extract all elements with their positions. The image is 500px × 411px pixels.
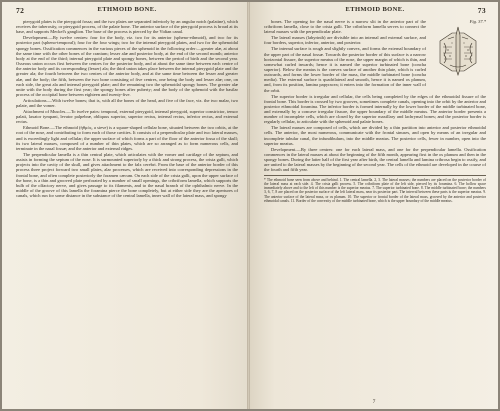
paragraph: Attachment of Muscles.—To twelve pairs: temporal, external pterygoid, internal pterygoid, superior constrictor, tensor palati, laxator tympani, levator palpebræ, obliquus superior, superior rectus, internal rectus, inferior rectus, and external rectus. [16, 109, 238, 125]
left-page [2, 2, 250, 409]
paragraph: Articulations.—With twelve bones; that is, with all the bones of the head, and five of the face, viz. the two malar, two palate, and the vomer. [16, 97, 238, 109]
right-page [250, 2, 498, 409]
footnote: * The ethmoid bone seen from above and behind. 1. The central lamella. 2, 3. The lateral masses; the numbers are placed on the posterior border of the lateral mass at each side. 4. The crista galli process. 5. The cribriform plate of the left side, pierced by its foramina. 6. The hollow space immediately above and to the left of this number is the superior meatus. 7. The superior turbinated bone. 8. The middle turbinated bone; the numbers 3, 6, 7, 8 are placed on the posterior surface of the left lateral mass, near its posterior part. The interval between these parts is the superior meatus. 9. The anterior surface of the lateral mass, or os planum. 10. The superior or frontal border of the lateral mass, grooved by the anterior and posterior ethmoidal canals. 11. Border of the convexity of the middle turbinated bone, which is the upper boundary of the middle meatus. [264, 175, 486, 204]
paragraph: bones. The opening for the nasal nerve is a narrow slit in the anterior part of the cribriform lamella, close to the crista galli. The cribriform lamella serves to connect the lateral masses with the perpendicular plate. [264, 19, 426, 35]
paragraph: The lateral masses are composed of cells, which are divided by a thin partition into anterior and posterior ethmoidal cells. The anterior, the most numerous, communicate with the frontal sinuses, and open by means of an irregular and incomplete tubular canal, the infundibulum, into the middle meatus. The posterior cells, fewer in number, open into the superior meatus. [264, 125, 486, 146]
figure-label: Fig. 37.* [469, 19, 486, 24]
paragraph: Development.—By twelve centres: four for the body, viz. two for its anterior (spheno-ethmoid), and two for its posterior part (spheno-temporal); four for the four wings; two for the internal pterygoid plates, and two for the sphenoidal spongy bones. Ossification commences in the various pieces of the sphenoid in the following order:—greater alæ, at about the same time with the other bones of the cranium; lesser alæ and posterior body, at the end of the second month; anterior body at the end of the third; internal pterygoid plate and spongy bones, between the period of birth and the second year. Osseous union occurs first between the centres for the posterior body, and at about the same time between each centre of the anterior body and its corresponding (lesser) ala; the third union takes place between the internal pterygoid plate and the greater ala; the fourth between the two centres of the anterior body, and at the same time between the lesser and greater alæ, and the body; the fifth, between the two bone consisting of five centres, one being the body and lesser alæ; one, on each side, the great ala and internal pterygoid plate; and the remaining two the sphenoidal spongy bones. The greater alæ unite with the body during the first year; the spongy bones after puberty; and the body of the sphenoid with the basilar process of the occipital bone between eighteen and twenty-five. [16, 35, 238, 97]
paragraph: pterygoid plates is the pterygoid fossa; and the two plates are separated inferiorly by an angular notch (palatine), which receives the tuberosity, or pterygoid process, of the palate bone. The anterior surface of the pterygoid process is broad at its base, and supports Meckel's ganglion. The base of the process is pierced by the Vidian canal. [16, 19, 238, 35]
left-page-header [16, 6, 238, 15]
paragraph: The internal surface is rough and slightly convex, and forms the external boundary of the upper part of the nasal fossæ. Towards the posterior border of this surface is a narrow horizontal fissure, the superior meatus of the nose, the upper margin of which is thin, and somewhat curled inwards; hence it is named the superior turbinated bone (concha superior). Below the meatus is the convex surface of another thin plate, which is curled outwards, and forms the lower border of the mass, the middle turbinated bone (concha media). The external surface is quadrilateral and smooth, hence it is named os planum, and, from its position, lamina papyracea; it enters into the formation of the inner wall of the orbit. [264, 46, 426, 93]
right-page-number: 73 [477, 6, 486, 15]
paragraph: The superior border is irregular and cellular, the cells being completed by the edges of the ethmoidal fissure of the frontal bone. This border is crossed by two grooves, sometimes complete canals, opening into the orbit by the anterior and posterior ethmoidal foramina. The inferior border is formed internally by the lower border of the middle turbinated bone, and externally by a concave irregular fissure, the upper boundary of the middle meatus. The anterior border presents a number of incomplete cells, which are closed by the superior maxillary and lachrymal bones; and the posterior border is regularly cellular, to articulate with the sphenoid and palate bones. [264, 93, 486, 125]
paragraph: The lateral masses (labyrinth) are divisible into an internal and external surface, and four borders, superior, inferior, anterior, and posterior. [264, 35, 426, 46]
book-gutter [247, 2, 250, 409]
paragraph: Development.—By three centres: one for each lateral mass, and one for the perpendicular lamella. Ossification commences in the lateral masses at about the beginning of the fifth month, appearing first in the os planum and then in the spongy bones. During the latter half of the first year after birth, the central lamella and lamina cribrosa begin to ossify, and are united to the lateral masses by the beginning of the second year. The cells of the ethmoid are developed in the course of the fourth and fifth year. [264, 146, 486, 173]
signature-mark: 7 [372, 399, 376, 405]
left-page-body [16, 19, 238, 395]
left-running-title: ETHMOID BONE. [97, 6, 157, 13]
paragraph: The perpendicular lamella is a thin central plate, which articulates with the vomer and cartilage of the septum, and assists in forming the septum of the nose. It is surmounted superiorly by a thick and strong process, the crista galli, which projects into the cavity of the skull, and gives attachment to the falx cerebri. From the base of the anterior border of this process three project forward two small plates, alar processes, which are received into corresponding depressions in the frontal bone, and often complete posteriorly the foramen cæcum. On each side of the crista galli, upon the upper surface of the bone, is a thin and grooved plate perforated by a number of small openings, the cribriform lamella, which supports the bulb of the olfactory nerve, and gives passage to its filaments, and to the nasal branch of the ophthalmic nerve. In the middle of the groove of this lamella the foramina pierce the bone completely, but at either side they are the apertures of canals, which run for some distance in the substance of the central lamella, inner wall of the lateral mass, and spongy [16, 151, 238, 199]
ethmoid-bone-illustration [430, 19, 486, 83]
right-page-header [264, 6, 486, 15]
book-spread [2, 2, 498, 409]
ethmoid-bone-figure [430, 19, 486, 83]
paragraph: Ethmoid Bone.—The ethmoid (ἠθμός, a sieve) is a square-shaped cellular bone, situated between the two orbits, at the root of the nose, and contributing to form each of those cavities. It consists of a perpendicular plate and two lateral masses, and is exceedingly light and cellular; the upper surface of which forms a part of the floor of the anterior fossa of the skull; its two lateral masses, composed of a number of thin plates, which are so arranged as to form numerous cells, and terminate in the nasal fossæ; and the anterior and external ridges. [16, 125, 238, 151]
left-page-number: 72 [16, 6, 25, 15]
right-page-body [264, 19, 486, 395]
right-running-title: ETHMOID BONE. [345, 6, 405, 13]
